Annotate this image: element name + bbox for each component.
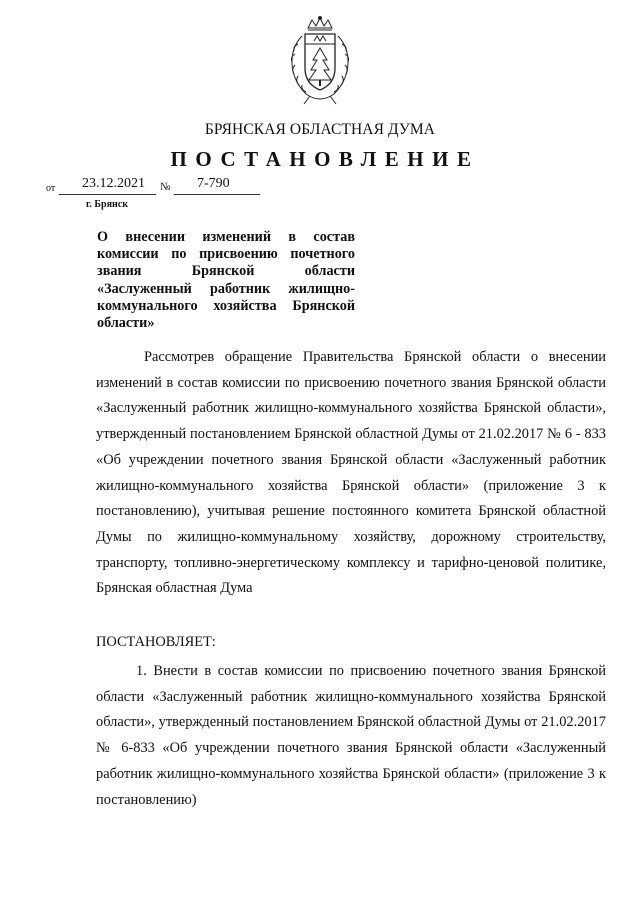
- organization-name: БРЯНСКАЯ ОБЛАСТНАЯ ДУМА: [204, 121, 436, 138]
- document-date: 23.12.2021: [82, 176, 145, 191]
- preamble-paragraph: Рассмотрев обращение Правительства Брянской области о внесении изменений в состав комиссии по присвоению почетного звания Брянской области «Заслуженный работник жилищно-коммунального хозяйства Брянской области», утвержденный постановлением Брянской областной Думы от 21.02.2017 № 6 - 833 «Об учреждении почетного звания Брянской области «Заслуженный работник жилищно-коммунального хозяйства Брянской области» (приложение 3 к постановлению), учитывая решение постоянного комитета Брянской областной Думы по жилищно-коммунальному хозяйству, дорожному строительству, транспорту, топливно-энергетическому комплексу и тарифно-ценовой политике, Брянская областная Дума: [96, 349, 606, 597]
- date-prefix-label: от: [46, 183, 56, 194]
- document-subject: О внесении изменений в состав комиссии по присвоению почетного звания Брянской области «Заслуженный работник жилищно-коммунального хозяйства Брянской области»: [97, 229, 355, 332]
- document-city: г. Брянск: [86, 199, 128, 210]
- number-underline: [174, 194, 260, 195]
- date-underline: [59, 194, 156, 195]
- document-type-title: ПОСТАНОВЛЕНИЕ: [170, 147, 480, 171]
- number-sign-label: №: [160, 181, 171, 193]
- clause-1-paragraph: 1. Внести в состав комиссии по присвоению почетного звания Брянской области «Заслуженный работник жилищно-коммунального хозяйства Брянской области», утвержденный постановлением Брянской областной Думы от 21.02.2017 № 6-833 «Об учреждении почетного звания Брянской области «Заслуженный работник жилищно-коммунального хозяйства Брянской области» (приложение 3 к постановлению): [96, 663, 606, 808]
- document-number: 7-790: [197, 176, 230, 191]
- decree-word: ПОСТАНОВЛЯЕТ:: [96, 634, 216, 650]
- coat-of-arms-emblem: [284, 14, 356, 106]
